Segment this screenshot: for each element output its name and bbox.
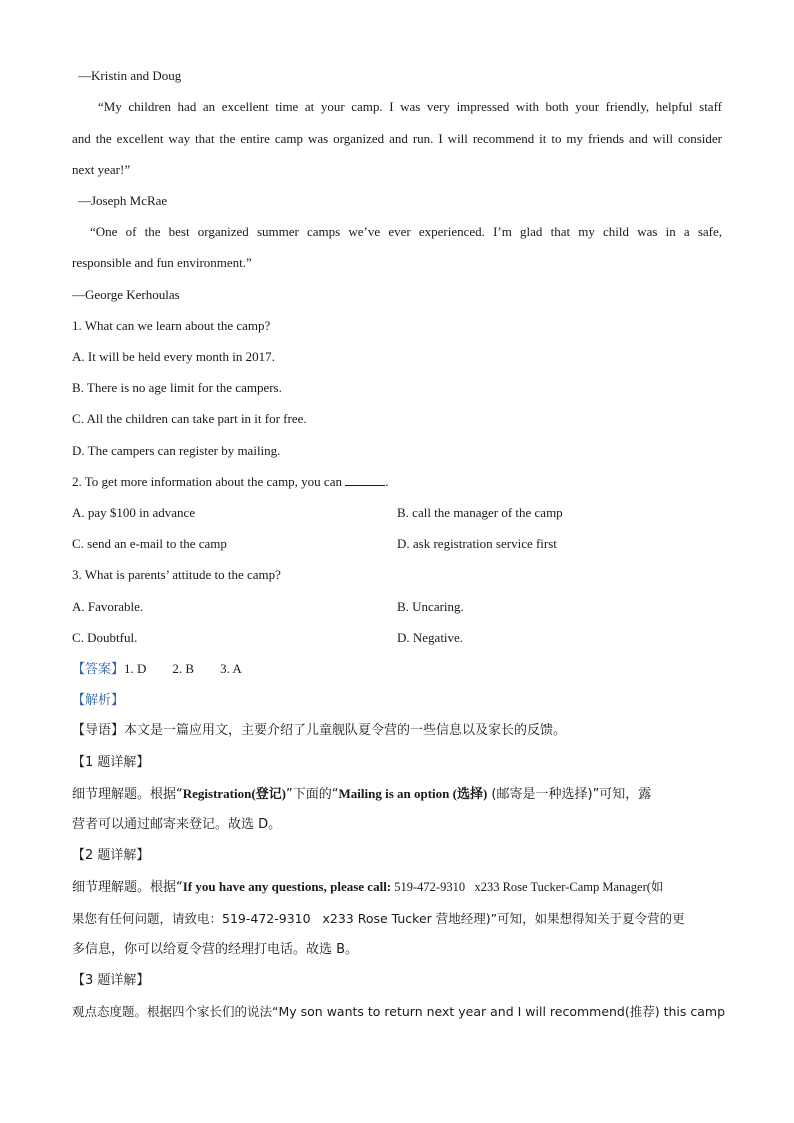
detail-text-part: 519-472-9310 x233 Rose Tucker-Camp Manager(如 bbox=[391, 880, 664, 894]
question-stem-end: . bbox=[385, 474, 389, 489]
testimonial-quote: “My children had an excellent time at your camp. I was very impressed with both your friendly, helpful staff bbox=[98, 99, 722, 114]
testimonial-attribution: —Joseph McRae bbox=[78, 193, 168, 208]
detail-text: 营者可以通过邮寄来登记。故选 D。 bbox=[72, 817, 282, 832]
question-option: C. Doubtful. bbox=[72, 630, 138, 645]
detail-heading: 【3 题详解】 bbox=[72, 973, 150, 988]
detail-text-bold: Mailing is an option (选择) bbox=[338, 786, 488, 801]
testimonial-attribution: —George Kerhoulas bbox=[72, 287, 180, 302]
question-option: C. send an e-mail to the camp bbox=[72, 536, 227, 551]
detail-text-part: ”下面的“ bbox=[286, 787, 339, 802]
answer-label: 【答案】 bbox=[72, 662, 125, 677]
question-option: D. Negative. bbox=[397, 630, 464, 645]
testimonial-quote: responsible and fun environment.” bbox=[72, 255, 252, 270]
question-stem bbox=[72, 472, 388, 492]
detail-text-bold: If you have any questions, please call: bbox=[182, 879, 392, 894]
detail-heading: 【1 题详解】 bbox=[72, 755, 150, 770]
answer-text: 1. D 2. B 3. A bbox=[124, 661, 242, 676]
detail-text-part: (邮寄是一种选择)”可知，露 bbox=[487, 787, 652, 802]
testimonial-attribution: —Kristin and Doug bbox=[78, 68, 182, 83]
guide-label: 【导语】 bbox=[72, 723, 125, 738]
question-stem-text: 2. To get more information about the camp, you can bbox=[72, 474, 342, 489]
guide-text: 本文是一篇应用文，主要介绍了儿童舰队夏令营的一些信息以及家长的反馈。 bbox=[124, 723, 567, 738]
detail-text: 多信息，你可以给夏令营的经理打电话。故选 B。 bbox=[72, 942, 359, 957]
question-option: A. It will be held every month in 2017. bbox=[72, 349, 275, 364]
answer-blank bbox=[345, 473, 385, 486]
question-option: A. Favorable. bbox=[72, 599, 144, 614]
testimonial-quote: “One of the best organized summer camps we’ve ever experienced. I’m glad that my child was in a safe, bbox=[90, 224, 722, 239]
detail-heading: 【2 题详解】 bbox=[72, 848, 150, 863]
analysis-heading bbox=[72, 690, 124, 711]
answer-line bbox=[72, 659, 242, 680]
question-option: D. The campers can register by mailing. bbox=[72, 443, 281, 458]
question-option: A. pay $100 in advance bbox=[72, 505, 196, 520]
analysis-label: 【解析】 bbox=[72, 693, 125, 708]
question-stem: 3. What is parents’ attitude to the camp? bbox=[72, 567, 281, 582]
detail-text-bold: Registration(登记) bbox=[182, 786, 287, 801]
guide-line bbox=[72, 721, 566, 741]
detail-text: 观点态度题。根据四个家长们的说法“My son wants to return next year and I will recommend(推荐) this camp bbox=[72, 1004, 726, 1019]
question-option: B. call the manager of the camp bbox=[397, 505, 563, 520]
question-stem: 1. What can we learn about the camp? bbox=[72, 318, 271, 333]
detail-text: 果您有任何问题，请致电：519-472-9310 x233 Rose Tucker 营地经理)”可知，如果想得知关于夏令营的更 bbox=[72, 911, 685, 926]
testimonial-quote: next year!” bbox=[72, 162, 131, 177]
question-option: C. All the children can take part in it for free. bbox=[72, 411, 307, 426]
question-option: D. ask registration service first bbox=[397, 536, 557, 551]
question-option: B. There is no age limit for the campers. bbox=[72, 380, 282, 395]
detail-text-part: 细节理解题。根据“ bbox=[72, 880, 183, 895]
question-option: B. Uncaring. bbox=[397, 599, 464, 614]
detail-text-part: 细节理解题。根据“ bbox=[72, 787, 183, 802]
testimonial-quote: and the excellent way that the entire camp was organized and run. I will recommend it to my friends and will consider bbox=[72, 131, 722, 146]
detail-text bbox=[72, 784, 651, 805]
detail-text bbox=[72, 877, 663, 898]
